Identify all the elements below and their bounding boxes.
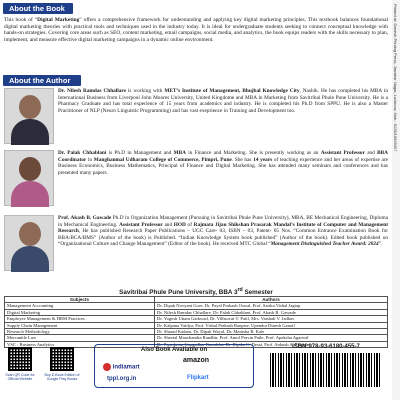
ebook-qr-caption: Buy E-Book Edition of Google Play Books — [44, 373, 80, 382]
bottom-strip — [4, 344, 388, 400]
ebook-qr-code[interactable] — [50, 347, 74, 371]
spine-strip — [392, 0, 400, 400]
website-qr-caption: Scan QR Code for Official Website — [5, 373, 35, 382]
barcode — [270, 353, 382, 387]
about-author-heading: About the Author — [3, 75, 81, 86]
tppl-logo[interactable]: tppl.org.in — [107, 376, 137, 382]
isbn-block — [266, 344, 386, 388]
column-header-authors: Authors — [155, 297, 388, 303]
table-row: Employee Management & HRM Practices Dr. Yogesh Uttam Gaikwad, Dr. Vilhsovat V. Patil, Mrs. Vaishali V. Jadhav — [5, 316, 388, 322]
about-book-text: This book of “Digital Marketing” offers a comprehensive framework for understanding and applying key digital marketing principles. This textbook balances foundational digital marketing theories with practical tools and techniques used in the industry today. It is ideal for undergraduate students seeking to connect conceptual knowledge with hands-on strategies. Covering core areas such as SEO, content marketing, email campaigns, social media, and analytics, the book equips readers with the skills necessary to plan, implement, and measure effective digital marketing campaigns in a dynamic online environment. — [4, 17, 388, 44]
flipkart-logo[interactable]: Flipkart — [187, 375, 209, 381]
syllabus-title: Savitribai Phule Pune University, BBA 3rd Semester — [119, 287, 273, 297]
website-qr-code[interactable] — [8, 347, 32, 371]
isbn-number: ISBN:978-93-6180-455-7 — [292, 344, 360, 350]
table-row: Digital Marketing Dr. Nilesh Ramdas Chhallare, Dr. Palak Chhablani, Prof. Akash B. Gawade — [5, 309, 388, 315]
amazon-logo[interactable]: amazon — [183, 357, 210, 364]
author-photo — [4, 150, 54, 206]
author-entry — [4, 215, 388, 285]
author-bio: Prof. Akash B. Gawade Ph.D in Organization Management (Pursuing in Savitribai Phule Pune University), MBA, BE Mechanical Engineering, Diploma in Mechanical Engineering. Assistant Professor and HOD of Rajmata Jijau Shikshan Prasarak Mandal’s Institute of Computer and Management Research, He has published Research Paper Publications – UGC Care- 03, ISBN – 03, Patent- 05 Nos. “Common Entrance Examination Book for BBA/BCA/BMS” (Author of the book) is Published. “Indian Knowledge System book published” (Author of the book). Edited book published on “Organizational Culture and Change Management” (Editor of the book). He received MTC Global “Management Distinguished Teacher Award: 2024”. — [58, 215, 389, 247]
printer-credit: Printed at: Ganesh Printing Press, Jawahar Nagar, Lucknow, Mob.: 9125/16626307 — [393, 4, 398, 152]
author-bio: Dr. Palak Chhablani is Ph.D in Management and MBA in Finance and Marketing. She is presently working as an Assistant Professor and BBA Coordinator in Manghanmal Udharam College of Commerce, Pimpri, Pune. She has 14 years of teaching experience and her areas of expertise are Business Economics, Business Mathematics, Principal of Finance and Digital Marketing. She has attended many seminars and conferences and has presented many papers. — [58, 150, 389, 176]
author-photo — [4, 215, 54, 271]
table-row: Management Accounting Dr. Dipak Novyant Gore, Dr. Payal Prakash Oswal, Prof. Sarika Vishal Jagtap — [5, 303, 388, 309]
author-photo — [4, 88, 54, 144]
author-bio: Dr. Nilesh Ramdas Chhallare is working with MET’s Institute of Management, Bhujbal Knowledge City, Nashik. He has completed his MBA in International Business from Liverpool John Moores University, United Kingdome and MBA in Marketing from Savitribai Phule Pune University. He is a Pharmacy Graduate and has total experience of 15 years from academics and industry. He is completed his Ph.D from SPPU. He is also a Master Practitioner of NLP (Neuro Linguistic Programming) and has vast exeprience in Training and Development too. — [58, 88, 389, 114]
author-entry — [4, 88, 388, 144]
about-book-heading: About the Book — [3, 3, 73, 14]
table-row: Mercantile Law Dr. Sheetal Mauchandra Randhir, Prof. Amol Pravin Patle, Prof. Apeksha Agarwal — [5, 335, 388, 341]
availability-title: Also Book Available on — [140, 347, 208, 353]
author-entry — [4, 150, 388, 210]
table-row: VSC : Business Analytics Dr. Parashram Gangadhar Kamdeha, Dr. Dipika C. Desai, Prof. Ankush A. Pingale — [5, 341, 388, 347]
table-row: Supply Chain Management Dr. Kalpana Vaidya, Prof. Vishal Prakash Ranpise, Upendra Dinesh Ganoil — [5, 322, 388, 328]
indiamart-icon — [103, 363, 111, 371]
availability-box — [94, 344, 254, 388]
syllabus-table — [4, 296, 388, 348]
column-header-subjects: Subjects — [5, 297, 155, 303]
indiamart-logo[interactable]: indiamart — [103, 363, 140, 371]
table-row: Research Methodology Dr. Sharad Kadam, Dr. Dipak Wayal, Dr. Manisha R. Kale — [5, 329, 388, 335]
